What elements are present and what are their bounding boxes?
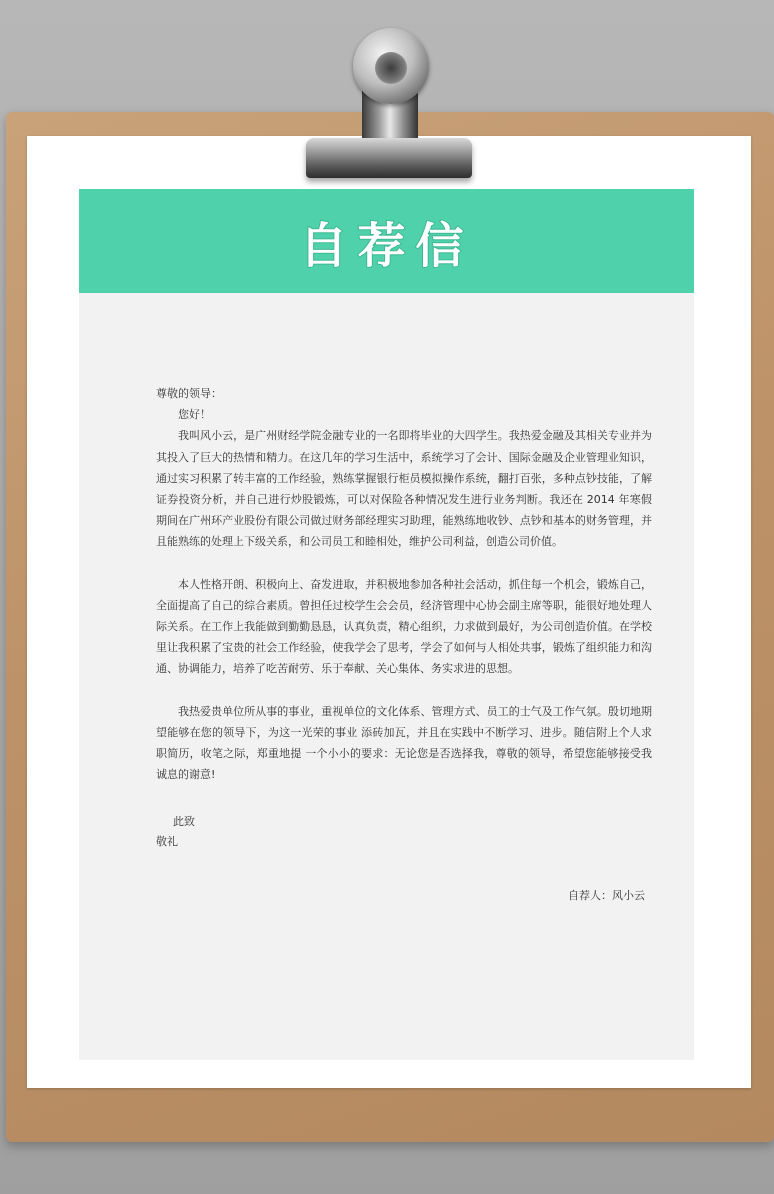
- greeting-line: 您好！: [178, 408, 211, 422]
- paragraph-gap: [156, 553, 652, 574]
- paragraph-3: 我热爱贵单位所从事的事业，重视单位的文化体系、管理方式、员工的士气及工作气氛。殷切地期望能够在您的领导下，为这一光荣的事业 添砖加瓦，并且在实践中不断学习、进步。随信附上个人求职简历，收笔之际，郑重地提 一个小小的要求：无论您是否选择我，尊敬的领导，希望您能够接受我诚息的谢意!: [156, 704, 652, 782]
- clip-base: [306, 138, 472, 178]
- salutation: 尊敬的领导：: [156, 387, 222, 400]
- closing-line-2: 敬礼: [156, 835, 178, 848]
- paragraph-gap: [156, 680, 652, 701]
- signature: 自荐人：风小云: [568, 889, 645, 902]
- title-banner: [79, 189, 694, 293]
- clip-ring-hole: [375, 52, 407, 84]
- letter-body: [156, 383, 652, 785]
- binder-clip-icon: [300, 22, 478, 178]
- page-title: 自荐信: [299, 217, 474, 274]
- paragraph-2: 本人性格开朗、积极向上、奋发进取，并积极地参加各种社会活动，抓住每一个机会，锻炼自己，全面提高了自己的综合素质。曾担任过校学生会会员，经济管理中心协会副主席等职，能很好地处理人际关系。在工作上我能做到勤勤恳恳，认真负责，精心组织，力求做到最好，为公司创造价值。在学校里让我积累了宝贵的社会工作经验，使我学会了思考，学会了如何与人相处共事，锻炼了组织能力和沟通、协调能力，培养了吃苦耐劳、乐于奉献、关心集体、务实求进的思想。: [156, 577, 652, 676]
- closing-line-1: 此致: [173, 815, 195, 828]
- paragraph-1: 我叫风小云，是广州财经学院金融专业的一名即将毕业的大四学生。我热爱金融及其相关专业并为其投入了巨大的热情和精力。在这几年的学习生活中，系统学习了会计、国际金融及企业管理业知识，通过实习积累了转丰富的工作经验，熟练掌握银行柜员模拟操作系统，翻打百张，多种点钞技能，了解证券投资分析，并自己进行炒股锻炼，可以对保险各种情况发生进行业务判断。我还在 2014 年寒假期间在广州环产业股份有限公司做过财务部经理实习助理，能熟练地收钞、点钞和基本的财务管理，并且能熟练的处理上下级关系，和公司员工和睦相处，维护公司利益，创造公司价值。: [156, 429, 652, 549]
- clip-ring: [353, 28, 429, 104]
- closing-block: [156, 812, 195, 852]
